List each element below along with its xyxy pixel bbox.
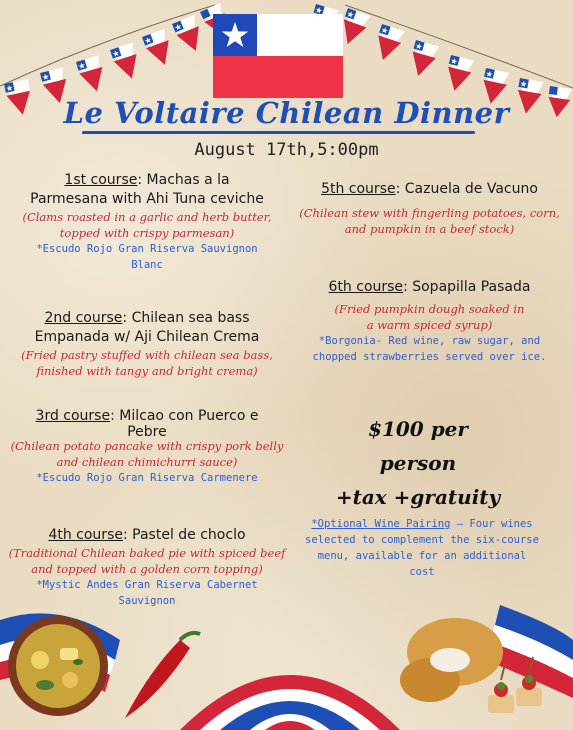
course-3 bbox=[4, 407, 290, 486]
course-label: 1st course bbox=[64, 172, 138, 188]
course-wine: *Borgonia- Red wine, raw sugar, and bbox=[318, 335, 541, 347]
optional-pairing-text: – Four wines bbox=[450, 518, 533, 530]
price-extras: +tax +gratuity bbox=[335, 485, 501, 509]
bottom-decorations bbox=[0, 600, 573, 730]
optional-pairing-text-cont: selected to complement the six-course bbox=[305, 534, 539, 546]
red-chili-pepper-illustration bbox=[125, 633, 200, 718]
course-5 bbox=[288, 180, 571, 237]
course-dish-cont: Parmesana with Ahi Tuna ceviche bbox=[30, 191, 264, 207]
course-description: (Fried pumpkin dough soaked in bbox=[334, 302, 525, 316]
course-dish-cont: Empanada w/ Aji Chilean Crema bbox=[34, 329, 260, 345]
course-wine-cont: Sauvignon bbox=[118, 595, 176, 607]
course-description-cont: and topped with a golden corn topping) bbox=[31, 562, 263, 576]
course-description-cont: and pumpkin in a beef stock) bbox=[344, 222, 515, 236]
optional-wine-pairing bbox=[302, 516, 542, 580]
event-title: Le Voltaire Chilean Dinner bbox=[63, 96, 510, 130]
cazuela-bowl-illustration bbox=[8, 616, 108, 716]
title-underline bbox=[82, 131, 475, 134]
price-unit: person bbox=[379, 451, 457, 475]
course-4 bbox=[4, 526, 290, 609]
course-label: 6th course bbox=[328, 279, 404, 295]
course-description-cont: topped with crispy parmesan) bbox=[59, 226, 235, 240]
course-6 bbox=[288, 278, 571, 365]
course-description-cont: a warm spiced syrup) bbox=[366, 318, 493, 332]
course-dish-cont: Pebre bbox=[127, 424, 167, 440]
course-wine: *Mystic Andes Gran Riserva Cabernet bbox=[36, 579, 258, 591]
course-1 bbox=[4, 171, 290, 273]
optional-pairing-label: *Optional Wine Pairing bbox=[311, 518, 451, 530]
course-description-cont: and chilean chimichurri sauce) bbox=[56, 455, 238, 469]
course-wine: *Escudo Rojo Gran Riserva Sauvignon bbox=[36, 243, 258, 255]
course-label: 3rd course bbox=[35, 408, 111, 424]
chile-flag-icon bbox=[213, 14, 343, 98]
course-description: (Clams roasted in a garlic and herb butter, bbox=[22, 210, 272, 224]
course-2-heading: 2nd course: Chilean sea bass bbox=[44, 310, 250, 326]
course-wine: *Escudo Rojo Gran Riserva Carmenere bbox=[36, 472, 258, 484]
course-2 bbox=[4, 309, 290, 379]
event-date: August 17th,5:00pm bbox=[194, 140, 379, 160]
course-description: (Traditional Chilean baked pie with spiced beef bbox=[8, 546, 286, 560]
course-dish: Sopapilla Pasada bbox=[412, 279, 531, 295]
course-label: 2nd course bbox=[44, 310, 123, 326]
course-1-heading: 1st course: Machas a la bbox=[64, 172, 230, 188]
course-dish: Machas a la bbox=[146, 172, 230, 188]
optional-pairing-text-cont2: menu, available for an additional cost bbox=[317, 550, 527, 578]
ribbon-center bbox=[180, 675, 400, 730]
course-description: (Chilean stew with fingerling potatoes, corn, bbox=[299, 206, 560, 220]
course-label: 4th course bbox=[48, 527, 123, 543]
course-label: 5th course bbox=[321, 181, 396, 197]
course-dish: Chilean sea bass bbox=[131, 310, 250, 326]
course-description: (Chilean potato pancake with crispy pork belly bbox=[10, 439, 284, 453]
price-amount: $100 per bbox=[368, 417, 468, 441]
course-description: (Fried pastry stuffed with chilean sea bass, bbox=[21, 348, 273, 362]
course-4-heading: 4th course: Pastel de choclo bbox=[48, 527, 246, 543]
course-dish: Milcao con Puerco e bbox=[119, 408, 259, 424]
course-description-cont: finished with tangy and bright crema) bbox=[36, 364, 258, 378]
course-dish: Cazuela de Vacuno bbox=[404, 181, 538, 197]
course-wine-cont: chopped strawberries served over ice. bbox=[312, 351, 547, 363]
sopaipilla-empanada-illustration bbox=[400, 618, 503, 702]
course-6-heading: 6th course: Sopapilla Pasada bbox=[328, 279, 531, 295]
course-3-heading: 3rd course: Milcao con Puerco e bbox=[35, 408, 259, 424]
price-block bbox=[318, 412, 518, 514]
course-dish: Pastel de choclo bbox=[132, 527, 246, 543]
course-5-heading: 5th course: Cazuela de Vacuno bbox=[321, 181, 538, 197]
course-wine-cont: Blanc bbox=[131, 259, 163, 271]
